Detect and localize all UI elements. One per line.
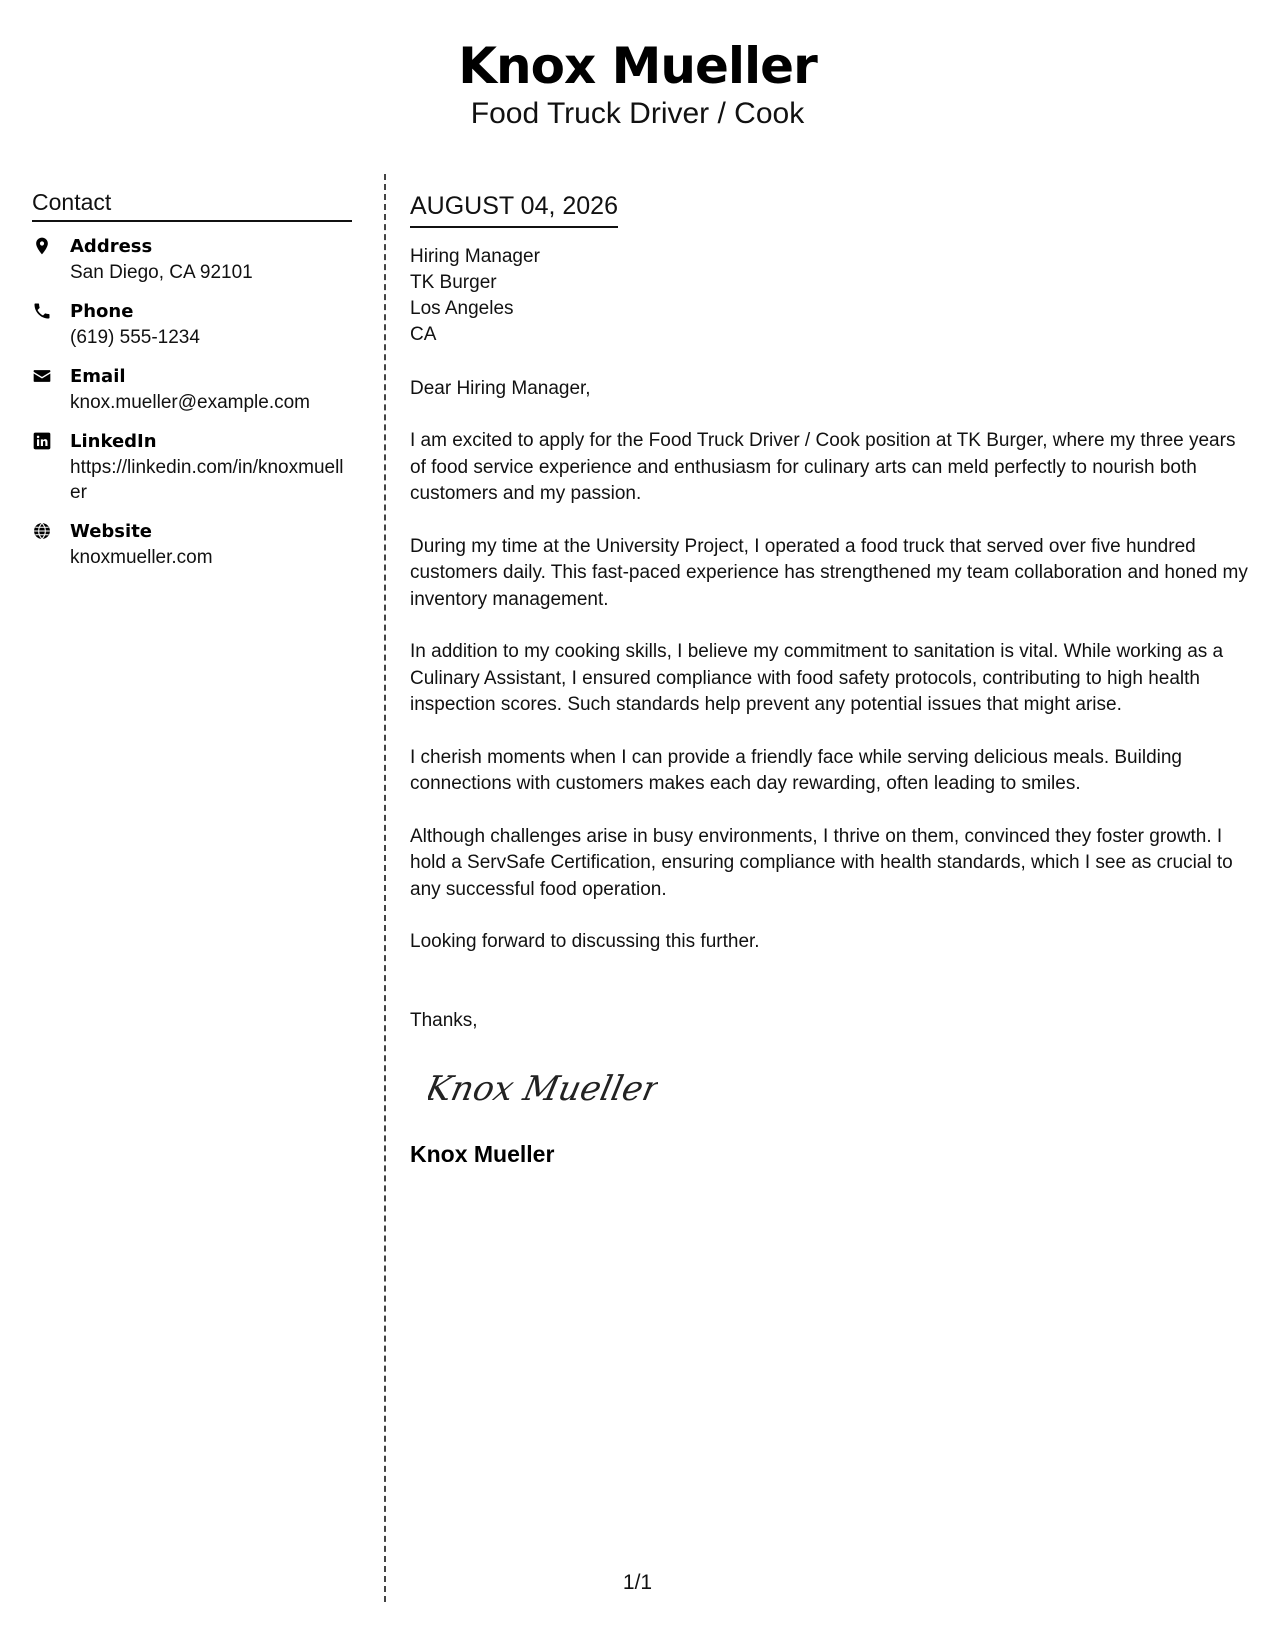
website-link[interactable]: knoxmueller.com — [70, 547, 213, 568]
recipient-line: CA — [410, 324, 437, 345]
contact-label: LinkedIn — [70, 431, 157, 452]
body-paragraph: I am excited to apply for the Food Truck Driver / Cook position at TK Burger, where my three years of food service experience and enthusiasm for culinary arts can meld perfectly to nourish both customers and my passion. — [410, 430, 1236, 504]
recipient-block — [410, 244, 1250, 348]
applicant-role: Food Truck Driver / Cook — [470, 97, 805, 130]
letter-body — [410, 190, 1250, 1169]
applicant-name: Knox Mueller — [458, 37, 817, 95]
body-paragraph: During my time at the University Project, I operated a food truck that served over five hundred customers daily. This fast-paced experience has strengthened my team collaboration and honed my inventory management. — [410, 535, 1248, 610]
contact-label: Address — [70, 236, 153, 257]
contact-label: Email — [70, 366, 126, 387]
letter-header — [0, 36, 1275, 132]
letter-date: AUGUST 04, 2026 — [410, 190, 618, 228]
recipient-line: Los Angeles — [410, 298, 514, 319]
body-paragraph: In addition to my cooking skills, I believe my commitment to sanitation is vital. While working as a Culinary Assistant, I ensured compliance with food safety protocols, contributing to high health inspection scores. Such standards help prevent any potential issues that might arise. — [410, 641, 1224, 715]
contact-item-linkedin — [32, 429, 352, 505]
email-link[interactable]: knox.mueller@example.com — [70, 392, 310, 413]
handwritten-signature — [428, 1062, 658, 1114]
body-paragraph: Looking forward to discussing this further. — [410, 931, 760, 952]
recipient-line: TK Burger — [410, 272, 497, 293]
signer-name: Knox Mueller — [410, 1140, 555, 1167]
page-number: 1/1 — [622, 1571, 653, 1594]
closing: Thanks, — [410, 1009, 478, 1031]
column-divider — [384, 174, 386, 1602]
contact-list — [32, 234, 352, 570]
linkedin-icon — [32, 429, 70, 505]
svg-text:Knox Mueller: Knox Mueller — [428, 1068, 658, 1109]
contact-label: Phone — [70, 301, 134, 322]
contact-label: Website — [70, 521, 153, 542]
globe-icon — [32, 519, 70, 570]
recipient-line: Hiring Manager — [410, 246, 540, 267]
body-paragraph: Although challenges arise in busy environments, I thrive on them, convinced they foster growth. I hold a ServSafe Certification, ensuring compliance with health standards, which I see as crucial to any successful food operation. — [410, 825, 1233, 900]
map-pin-icon — [32, 234, 70, 285]
contact-item-email — [32, 364, 352, 415]
linkedin-link[interactable]: https://linkedin.com/in/knoxmueller — [70, 457, 344, 503]
contact-value: San Diego, CA 92101 — [70, 262, 253, 283]
envelope-icon — [32, 364, 70, 415]
contact-item-website — [32, 519, 352, 570]
body-paragraph: I cherish moments when I can provide a friendly face while serving delicious meals. Building connections with customers makes each day rewarding, often leading to smiles. — [410, 746, 1182, 794]
contact-value: (619) 555-1234 — [70, 327, 200, 348]
contact-item-phone — [32, 299, 352, 350]
contact-sidebar — [32, 188, 352, 584]
contact-item-address — [32, 234, 352, 285]
salutation: Dear Hiring Manager, — [410, 378, 591, 399]
phone-icon — [32, 299, 70, 350]
contact-heading: Contact — [32, 188, 352, 222]
